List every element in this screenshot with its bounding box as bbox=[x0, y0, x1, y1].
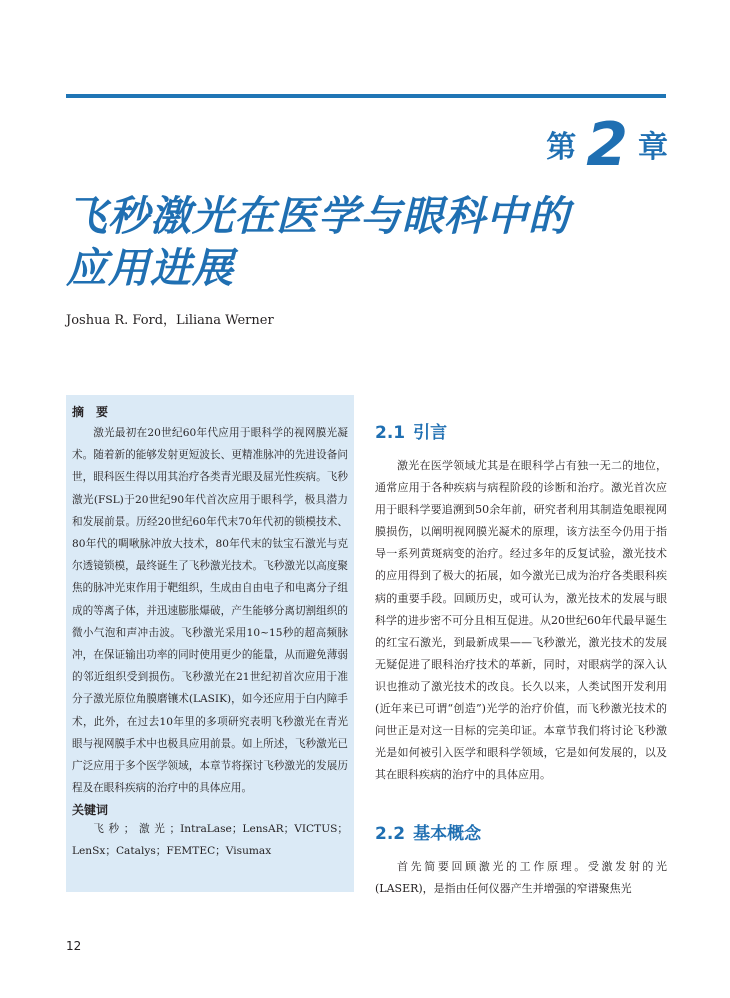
abstract-text: 激光最初在20世纪60年代应用于眼科学的视网膜光凝术。随着新的能够发射更短波长、更精准脉冲的先进设备问世，眼科医生得以用其治疗各类青光眼及屈光性疾病。飞秒激光(FSL)于20世纪90年代首次应用于眼科学，极具潜力和发展前景。历经20世纪60年代末70年代初的锁模技术、80年代的啁啾脉冲放大技术，80年代末的钛宝石激光与克尔透镜锁模，最终诞生了飞秒激光技术。飞秒激光以高度聚焦的脉冲光束作用于靶组织，生成由自由电子和电离分子组成的等离子体，并迅速膨胀爆破，产生能够分离切割组织的微小气泡和声冲击波。飞秒激光采用10~15秒的超高频脉冲，在保证输出功率的同时使用更少的能量，从而避免薄弱的邻近组织受到损伤。飞秒激光在21世纪初首次应用于准分子激光原位角膜磨镶术(LASIK)，如今还应用于白内障手术，此外，在过去10年里的多项研究表明飞秒激光在青光眼与视网膜手术中也极具应用前景。如上所述，飞秒激光已广泛应用于多个医学领域，本章节将探讨飞秒激光的发展历程及在眼科疾病的治疗中的具体应用。 bbox=[72, 427, 348, 795]
keywords-text: 飞秒；激光；IntraLase；LensAR；VICTUS；LenSx；Catalys；FEMTEC；Visumax bbox=[72, 823, 348, 858]
section-number: 2.2 bbox=[375, 824, 406, 844]
section-basics-text: 首先简要回顾激光的工作原理。受激发射的光(LASER)，是指由任何仪器产生并增强的窄谱聚焦光 bbox=[375, 860, 667, 896]
section-number: 2.1 bbox=[375, 423, 406, 443]
chapter-prefix: 第 bbox=[546, 130, 577, 165]
section-title: 引言 bbox=[413, 423, 448, 443]
chapter-label bbox=[546, 110, 668, 180]
keywords-heading: 关键词 bbox=[72, 803, 109, 818]
chapter-title bbox=[66, 190, 666, 294]
section-heading-basics bbox=[375, 819, 481, 844]
section-title: 基本概念 bbox=[413, 824, 482, 844]
top-rule bbox=[66, 94, 666, 98]
abstract-box bbox=[66, 395, 354, 892]
abstract-heading: 摘 要 bbox=[72, 405, 109, 419]
section-intro-text: 激光在医学领域尤其是在眼科学占有独一无二的地位，通常应用于各种疾病与病程阶段的诊断和治疗。激光首次应用于眼科学要追溯到50余年前，研究者利用其制造兔眼视网膜损伤，以阐明视网膜光凝术的原理，该方法至今仍用于指导一系列黄斑病变的治疗。经过多年的反复试验，激光技术的应用得到了极大的拓展，如今激光已成为治疗各类眼科疾病的重要手段。回顾历史，或可认为，激光技术的发展与眼科学的进步密不可分且相互促进。从20世纪60年代最早诞生的红宝石激光，到最新成果——飞秒激光，激光技术的发展无疑促进了眼科治疗技术的革新，同时，对眼病学的深入认识也推动了激光技术的改良。长久以来，人类试图开发利用(近年来已可谓“创造”)光学的治疗价值，而飞秒激光技术的问世正是对这一目标的完美印证。本章节我们将讨论飞秒激光是如何被引入医学和眼科学领域，它是如何发展的，以及其在眼科疾病的治疗中的具体应用。 bbox=[375, 459, 667, 782]
section-heading-intro bbox=[375, 418, 447, 443]
chapter-title-line-1: 飞秒激光在医学与眼科中的 bbox=[66, 192, 570, 240]
page-number: 12 bbox=[66, 939, 82, 953]
chapter-title-line-2: 应用进展 bbox=[66, 244, 234, 292]
chapter-suffix: 章 bbox=[638, 130, 668, 165]
chapter-number: 2 bbox=[586, 110, 628, 180]
authors: Joshua R. Ford，Liliana Werner bbox=[66, 313, 274, 328]
